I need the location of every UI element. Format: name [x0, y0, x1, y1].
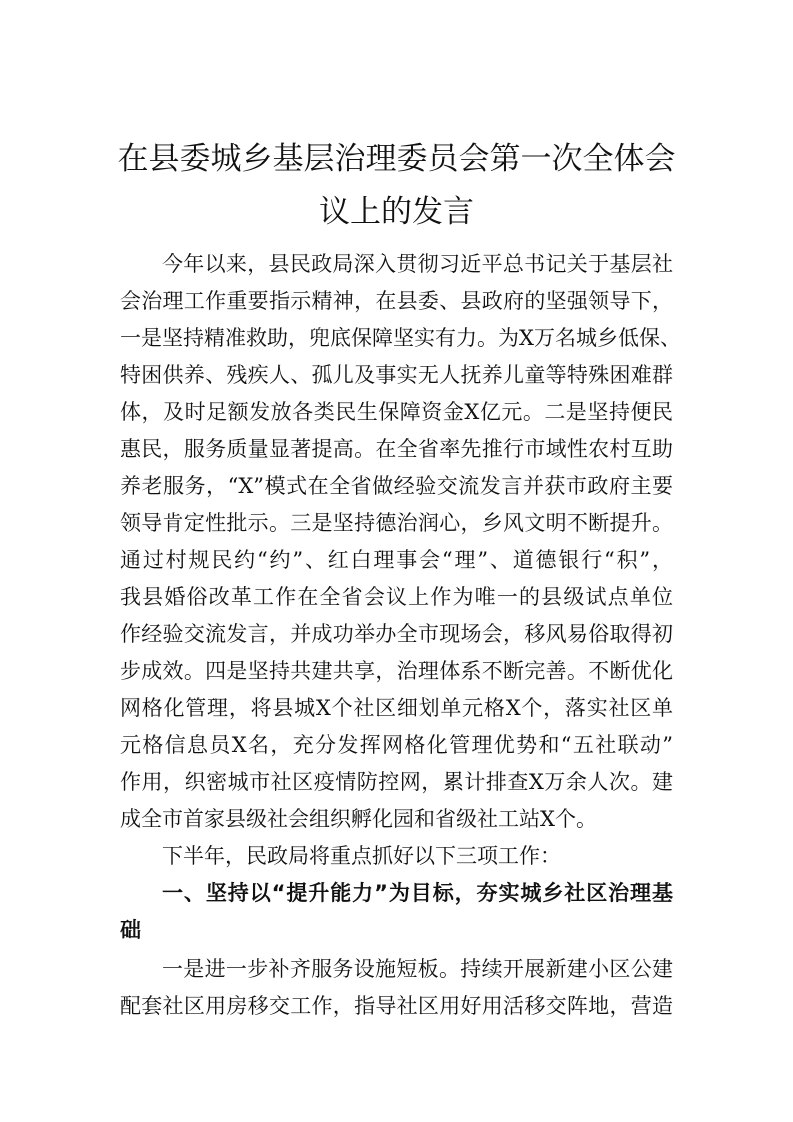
text-line: 网格化管理，将县城X个社区细划单元格X个，落实社区单: [120, 696, 673, 720]
text-line: 领导肯定性批示。三是坚持德治润心，乡风文明不断提升。: [120, 511, 673, 535]
text-line: 会治理工作重要指示精神，在县委、县政府的坚强领导下，: [120, 289, 673, 313]
paragraph-plan: 下半年，民政局将重点抓好以下三项工作：: [162, 844, 561, 868]
text-line: 成全市首家县级社会组织孵化园和省级社工站X个。: [120, 807, 597, 831]
text-line: 作用，织密城市社区疫情防控网，累计排查X万余人次。建: [120, 770, 673, 794]
text-line: 通过村规民约“约”、红白理事会“理”、道德银行“积”，: [120, 548, 673, 572]
document-title: [110, 133, 683, 239]
title-line: 在县委城乡基层治理委员会第一次全体会: [117, 141, 676, 177]
text-line: 步成效。四是坚持共建共享，治理体系不断完善。不断优化: [120, 659, 673, 683]
document-body: [120, 246, 681, 1025]
heading-line: 础: [120, 918, 141, 942]
text-line: 养老服务，“X”模式在全省做经验交流发言并获市政府主要: [120, 474, 673, 498]
section-heading-1: [120, 875, 673, 949]
paragraph-intro: [120, 246, 681, 838]
text-line: 特困供养、残疾人、孤儿及事实无人抚养儿童等特殊困难群: [120, 363, 673, 387]
heading-line: 一、坚持以“提升能力”为目标，夯实城乡社区治理基: [162, 881, 673, 905]
text-line: 配套社区用房移交工作，指导社区用好用活移交阵地，营造: [120, 994, 673, 1018]
text-line: 我县婚俗改革工作在全省会议上作为唯一的县级试点单位: [120, 585, 673, 609]
text-line: 元格信息员X名，充分发挥网格化管理优势和“五社联动”: [120, 733, 673, 757]
text-line: 一是坚持精准救助，兜底保障坚实有力。为X万名城乡低保、: [120, 326, 681, 350]
text-line: 今年以来，县民政局深入贯彻习近平总书记关于基层社: [162, 252, 673, 276]
text-line: 一是进一步补齐服务设施短板。持续开展新建小区公建: [162, 957, 673, 981]
text-line: 惠民，服务质量显著提高。在全省率先推行市域性农村互助: [120, 437, 673, 461]
title-line: 议上的发言: [319, 194, 474, 230]
paragraph-section-1: [120, 951, 673, 1025]
text-line: 作经验交流发言，并成功举办全市现场会，移风易俗取得初: [120, 622, 673, 646]
text-line: 体，及时足额发放各类民生保障资金X亿元。二是坚持便民: [120, 400, 673, 424]
